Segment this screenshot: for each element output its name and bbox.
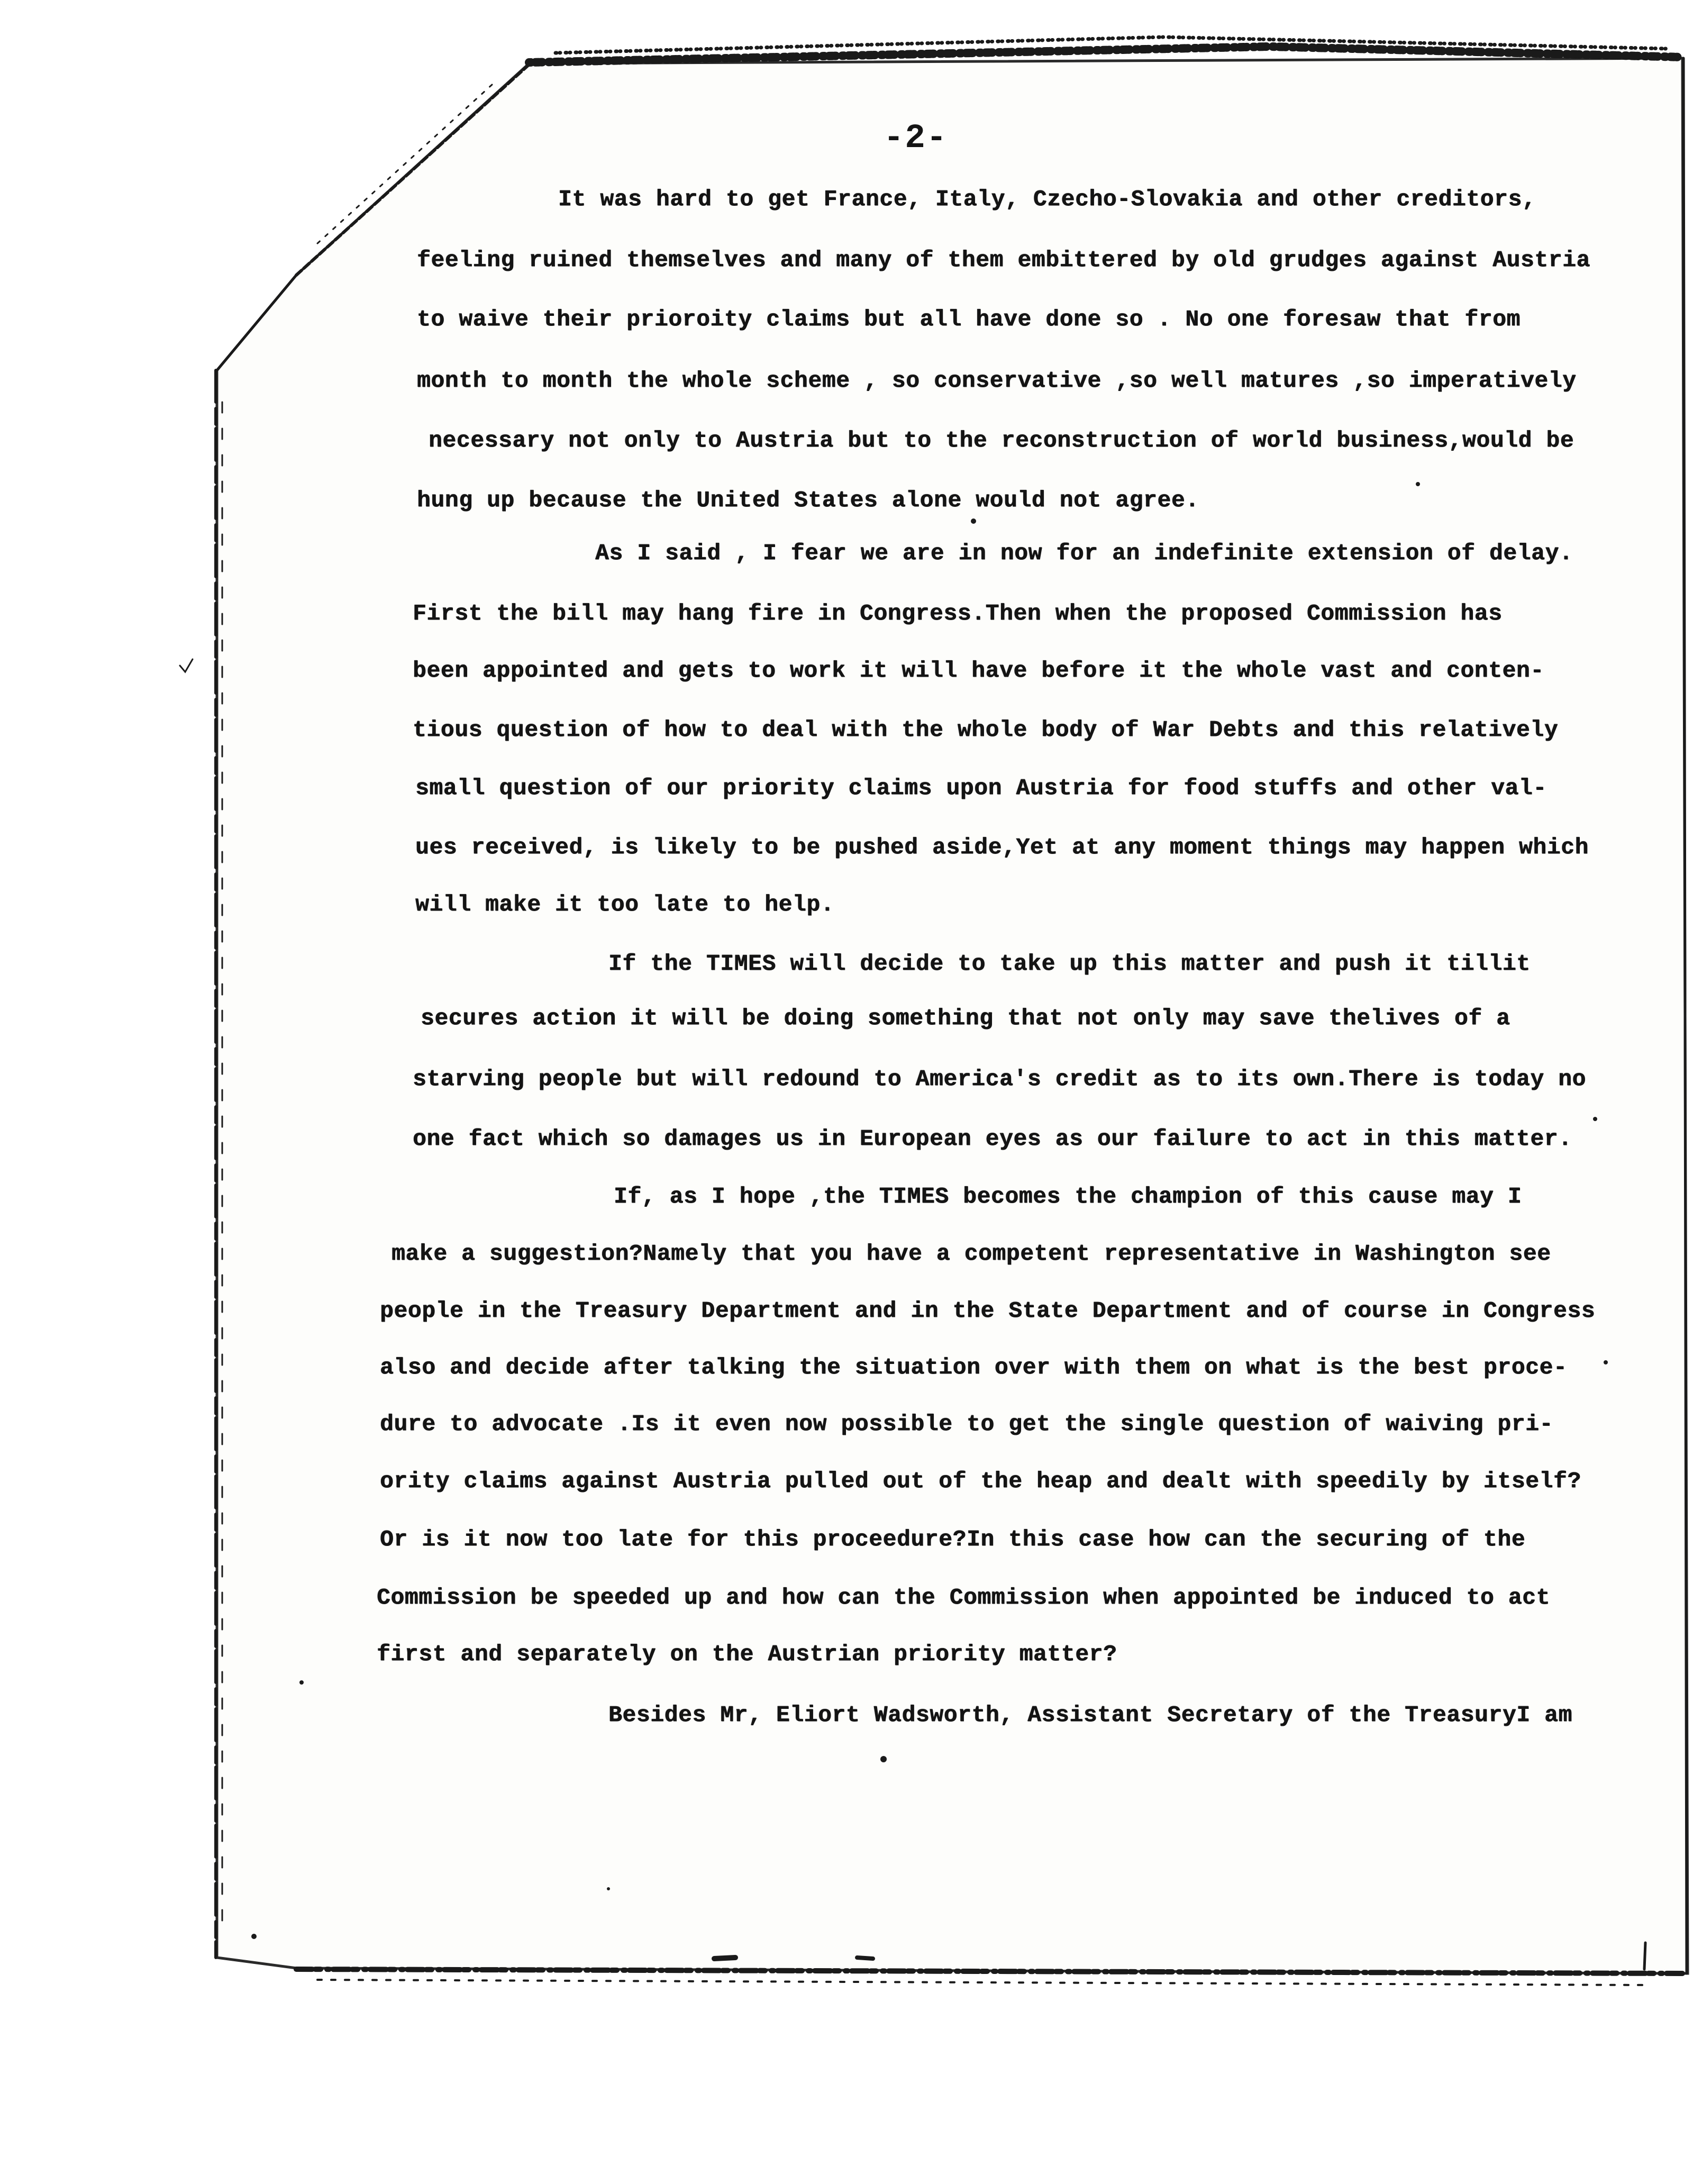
text-line: necessary not only to Austria but to the reconstruction of world business,would be [429, 427, 1574, 453]
text-line: It was hard to get France, Italy, Czecho-Slovakia and other creditors, [558, 186, 1536, 212]
text-line: dure to advocate .Is it even now possible to get the single question of waiving pri- [380, 1411, 1553, 1437]
text-line: make a suggestion?Namely that you have a competent representative in Washington see [392, 1241, 1551, 1267]
text-line: If the TIMES will decide to take up this matter and push it tillit [608, 951, 1531, 977]
text-line: people in the Treasury Department and in the State Department and of course in Congress [380, 1298, 1596, 1324]
text-line: Commission be speeded up and how can the Commission when appointed be induced to act [377, 1585, 1550, 1610]
text-line: tious question of how to deal with the whole body of War Debts and this relatively [413, 717, 1559, 743]
text-line: First the bill may hang fire in Congress.Then when the proposed Commission has [413, 600, 1503, 626]
text-line: If, as I hope ,the TIMES becomes the champion of this cause may I [614, 1184, 1522, 1209]
text-line: Or is it now too late for this proceedure?In this case how can the securing of the [380, 1526, 1526, 1552]
text-line: small question of our priority claims upon Austria for food stuffs and other val- [415, 775, 1547, 801]
text-line: first and separately on the Austrian priority matter? [377, 1641, 1117, 1667]
text-line: been appointed and gets to work it will have before it the whole vast and conten- [413, 658, 1544, 684]
text-line: will make it too late to help. [415, 891, 835, 917]
text-line: Besides Mr, Eliort Wadsworth, Assistant Secretary of the TreasuryI am [608, 1702, 1572, 1728]
text-line: secures action it will be doing something that not only may save thelives of a [421, 1005, 1510, 1031]
text-line: ues received, is likely to be pushed aside,Yet at any moment things may happen which [415, 834, 1589, 860]
text-line: feeling ruined themselves and many of them embittered by old grudges against Austria [417, 247, 1590, 273]
text-line: hung up because the United States alone would not agree. [417, 487, 1199, 513]
text-line: As I said , I fear we are in now for an indefinite extension of delay. [595, 540, 1573, 566]
text-line: ority claims against Austria pulled out of the heap and dealt with speedily by itself? [380, 1468, 1581, 1494]
text-line: starving people but will redound to America's credit as to its own.There is today no [413, 1066, 1586, 1092]
text-line: to waive their prioroity claims but all have done so . No one foresaw that from [417, 306, 1521, 332]
page-number: -2- [884, 120, 948, 158]
text-line: also and decide after talking the situation over with them on what is the best proce- [380, 1354, 1568, 1380]
text-line: month to month the whole scheme , so conservative ,so well matures ,so imperatively [417, 368, 1577, 394]
text-line: one fact which so damages us in European eyes as our failure to act in this matter. [413, 1126, 1572, 1152]
